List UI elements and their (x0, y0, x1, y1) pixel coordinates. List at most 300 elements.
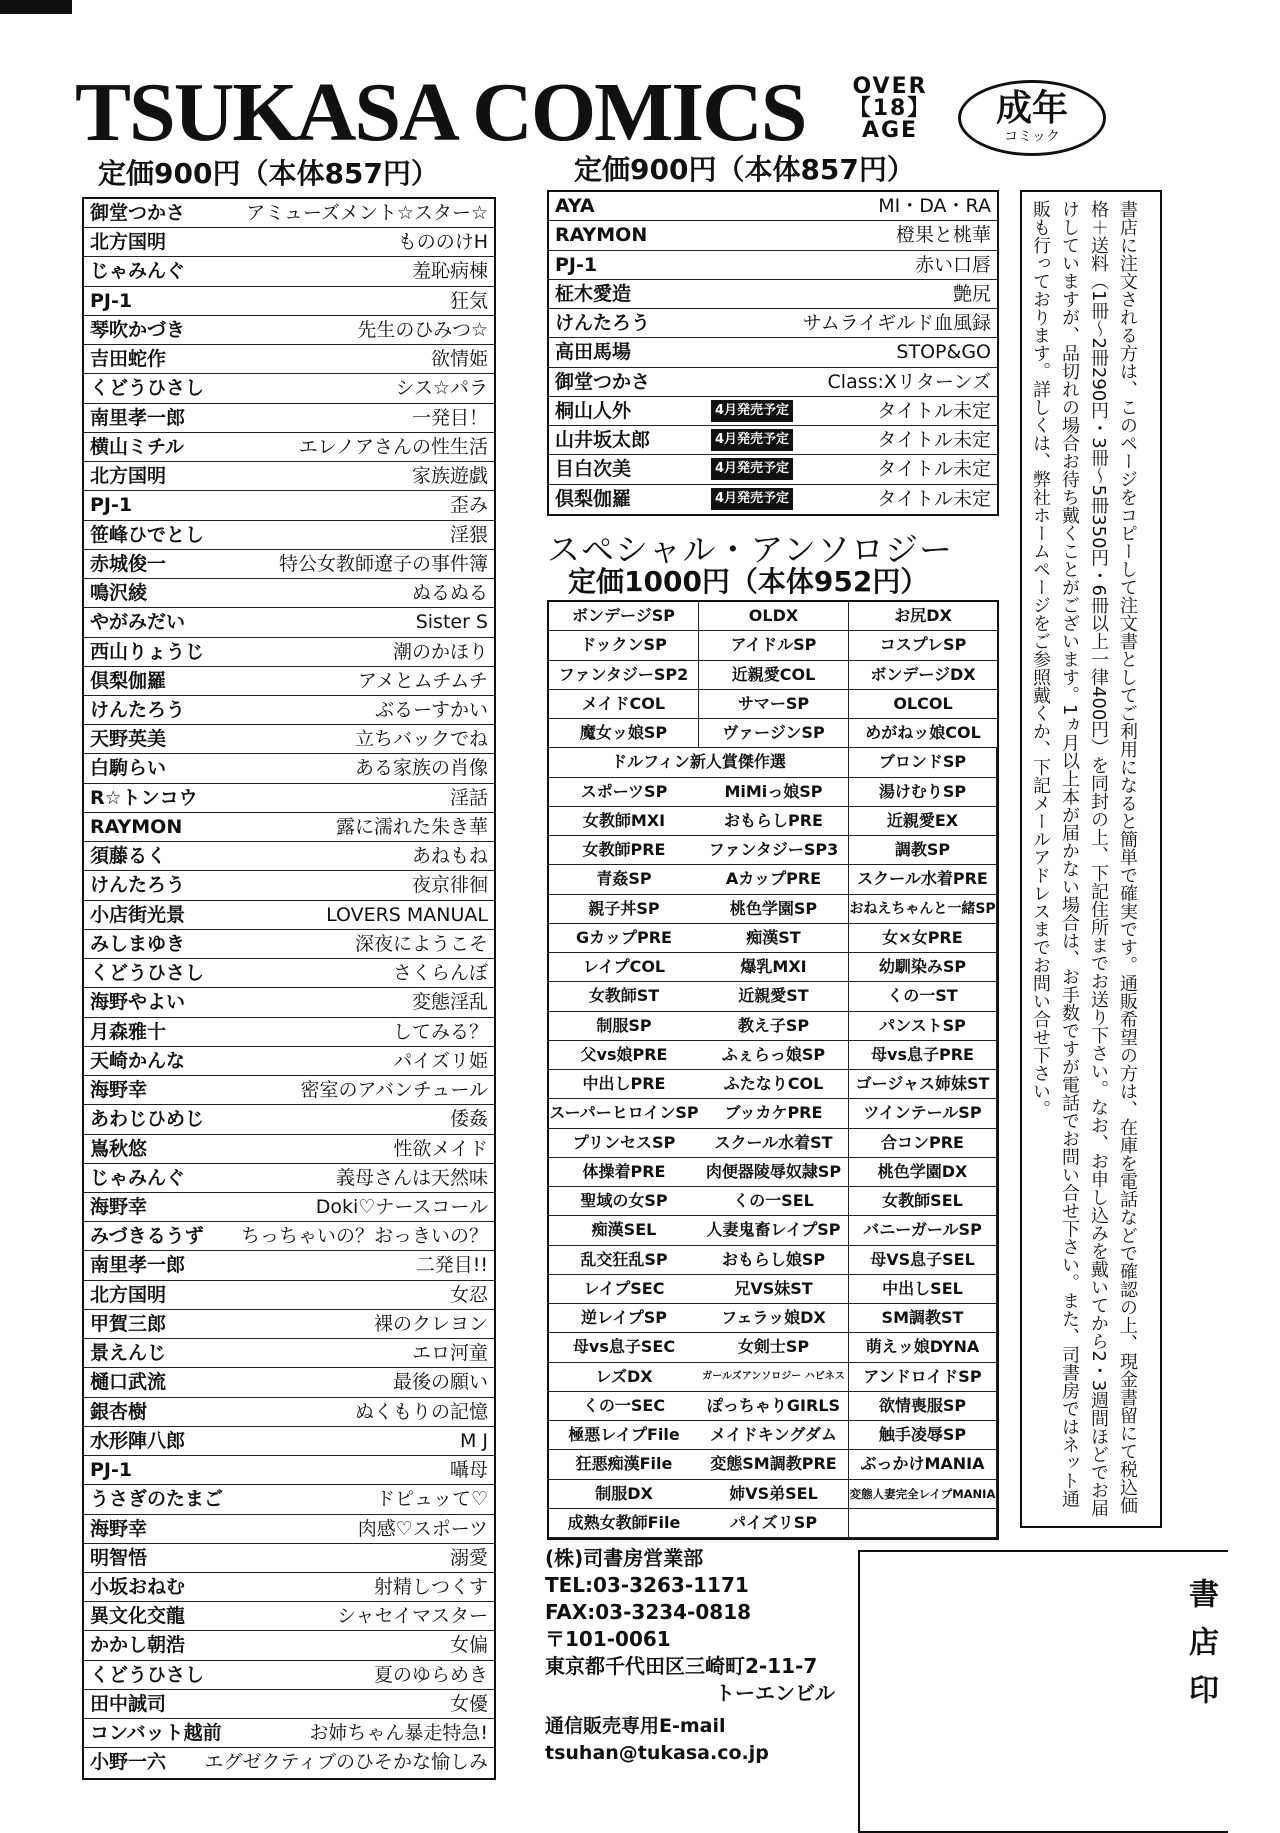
title-row (84, 287, 494, 316)
title-row (549, 309, 997, 338)
anthology-cell: 乱交狂乱SP (549, 1246, 699, 1275)
author-name: みしまゆき (90, 932, 186, 955)
title-row (84, 1047, 494, 1076)
title-row (84, 316, 494, 345)
book-title: あねもね (411, 845, 488, 868)
anthology-grid (547, 600, 999, 1540)
anthology-cell: GカップPRE (549, 924, 699, 953)
book-title: 羞恥病棟 (411, 260, 488, 283)
title-row (549, 426, 997, 455)
anthology-cell: くの一SEL (699, 1187, 849, 1216)
anthology-cell: 中出しSEL (849, 1275, 997, 1304)
anthology-cell: 聖域の女SP (549, 1187, 699, 1216)
anthology-cell: お尻DX (849, 602, 997, 631)
book-title: タイトル未定 (877, 487, 991, 510)
anthology-cell: おねえちゃんと一緒SP (849, 895, 997, 924)
title-row (84, 608, 494, 637)
anthology-cell (849, 1509, 997, 1538)
book-title: 最後の願い (392, 1371, 488, 1394)
age-number: 【18】 (848, 96, 932, 121)
anthology-cell: レイプCOL (549, 953, 699, 982)
title-row (84, 842, 494, 871)
anthology-cell: 調教SP (849, 836, 997, 865)
book-title: MI・DA・RA (878, 195, 991, 217)
book-title: Doki♡ナースコール (315, 1195, 488, 1218)
anthology-cell: 近親愛EX (849, 807, 997, 836)
book-title: アミューズメント☆スター☆ (246, 202, 488, 224)
street-address: 東京都千代田区三崎町2-11-7 (545, 1654, 818, 1678)
title-row (84, 433, 494, 462)
ordering-note-text: 書店に注文される方は、このページをコピーして注文書としてご利用になると簡単で確実です。通販希望の方は、在庫を電話などで確認の上、現金書留にて税込価格＋送料（1冊〜2冊290円・3冊〜5冊350円・6冊以上一律400円）を同封の上、下記住所までお送り下さい。なお、お申し込みを戴いてから2・3週間ほどでお届けしていますが、品切れの場合お待ち戴くことがございます。1ヵ月以上本が届かない場合は、お手数ですが電話でお問い合せ下さい。また、司書房ではネット通販も行っております。詳しくは、弊社ホームページをご参照戴くか、下記メールアドレスまでお問い合せ下さい。 (1030, 200, 1138, 1518)
author-name: 南里孝一郎 (90, 406, 186, 429)
anthology-cell: 女剣士SP (699, 1333, 849, 1362)
anthology-cell: OLCOL (849, 690, 997, 719)
title-row (84, 1602, 494, 1631)
left-price: 定価900円（本体857円） (98, 157, 439, 190)
book-title: もののけH (397, 231, 488, 254)
author-name: 白駒らい (90, 757, 167, 780)
anthology-cell: サマーSP (699, 690, 849, 719)
title-row (84, 1515, 494, 1544)
title-row (84, 1164, 494, 1193)
mid-price: 定価900円（本体857円） (574, 153, 915, 186)
postal-code: 〒101-0061 (545, 1627, 671, 1651)
book-title: シャセイマスター (336, 1605, 488, 1628)
age-text: AGE (861, 118, 919, 143)
author-name: 樋口武流 (90, 1371, 167, 1394)
book-title: パイズリ姫 (393, 1049, 488, 1072)
anthology-cell: ブロンドSP (849, 748, 997, 777)
title-row (84, 871, 494, 900)
anthology-cell: ゴージャス姉妹ST (849, 1070, 997, 1099)
book-title: エロ河童 (411, 1342, 488, 1365)
anthology-cell: ファンタジーSP3 (699, 836, 849, 865)
book-title: 欲情姫 (430, 348, 488, 371)
author-name: けんたろう (90, 874, 186, 897)
bookstore-stamp-box (858, 1550, 1228, 1833)
title-row (84, 1193, 494, 1222)
anthology-cell: ドックンSP (549, 631, 699, 660)
book-title: Sister S (415, 611, 488, 634)
title-row (84, 930, 494, 959)
author-name: 高田馬場 (555, 341, 632, 364)
title-row (84, 1339, 494, 1368)
mail-label: 通信販売専用E-mail (545, 1715, 726, 1737)
book-title: 女忍 (449, 1283, 488, 1306)
anthology-cell: ファンタジーSP2 (549, 661, 699, 690)
anthology-cell: プリンセスSP (549, 1129, 699, 1158)
anthology-cell: ドルフィン新人賞傑作選 (549, 748, 849, 777)
title-row (549, 368, 997, 397)
anthology-cell: 萌えッ娘DYNA (849, 1333, 997, 1362)
author-name: 明智悟 (90, 1546, 148, 1569)
book-title: エレノアさんの性生活 (298, 435, 488, 458)
anthology-cell: 女教師PRE (549, 836, 699, 865)
author-name: RAYMON (555, 224, 648, 247)
book-title: 艶尻 (952, 282, 991, 305)
anthology-cell: AカップPRE (699, 865, 849, 894)
book-title: 義母さんは天然味 (335, 1166, 488, 1189)
book-title: 橙果と桃華 (895, 224, 991, 247)
author-name: 御堂つかさ (90, 202, 186, 224)
book-title: 囁母 (449, 1459, 488, 1482)
anthology-cell: ヴァージンSP (699, 719, 849, 748)
title-row (84, 228, 494, 257)
anthology-cell: 体操着PRE (549, 1158, 699, 1187)
title-row (84, 1485, 494, 1514)
author-name: 北方国明 (90, 231, 167, 254)
title-row (84, 1573, 494, 1602)
title-row (84, 345, 494, 374)
book-title: シス☆パラ (395, 377, 488, 400)
anthology-cell: スクール水着ST (699, 1129, 849, 1158)
title-row (84, 1105, 494, 1134)
author-name: 御堂つかさ (555, 370, 651, 393)
anthology-cell: 狂悪痴漢File (549, 1450, 699, 1479)
author-name: くどうひさし (90, 1663, 205, 1686)
title-row (84, 725, 494, 754)
anthology-cell: メイドCOL (549, 690, 699, 719)
author-name: 小野一六 (90, 1751, 167, 1774)
author-name: 海野幸 (90, 1079, 148, 1102)
title-row (84, 1281, 494, 1310)
release-badge: 4月発売予定 (711, 400, 793, 422)
title-row (84, 1135, 494, 1164)
anthology-cell: パイズリSP (699, 1509, 849, 1538)
title-row (549, 221, 997, 250)
anthology-cell: 逆レイプSP (549, 1304, 699, 1333)
book-title: タイトル未定 (877, 458, 991, 481)
anthology-cell: スーパーヒロインSP (549, 1099, 699, 1128)
anthology-cell: 痴漢SEL (549, 1216, 699, 1245)
anthology-cell: くの一SEC (549, 1392, 699, 1421)
author-name: うさぎのたまご (90, 1488, 224, 1511)
anthology-cell: 痴漢ST (699, 924, 849, 953)
book-title: LOVERS MANUAL (326, 903, 488, 926)
anthology-cell: レズDX (549, 1363, 699, 1392)
anthology-cell: 教え子SP (699, 1012, 849, 1041)
title-row (84, 1631, 494, 1660)
book-title: 特公女教師遼子の事件簿 (278, 552, 488, 575)
author-name: やがみだい (90, 611, 186, 634)
anthology-price: 定価1000円（本体952円） (568, 565, 929, 598)
book-title: ある家族の肖像 (354, 757, 488, 780)
anthology-cell: ふぇらっ娘SP (699, 1041, 849, 1070)
anthology-cell: 魔女ッ娘SP (549, 719, 699, 748)
author-name: 水形陣八郎 (90, 1429, 186, 1452)
author-name: 桐山人外 (555, 399, 632, 422)
anthology-cell: 女教師ST (549, 982, 699, 1011)
fax-number: FAX:03-3234-0818 (545, 1600, 752, 1624)
title-row (84, 1690, 494, 1719)
author-name: じゃみんぐ (90, 260, 186, 283)
author-name: 笹峰ひでとし (90, 523, 205, 546)
title-row (84, 696, 494, 725)
author-name: 海野やよい (90, 991, 186, 1014)
author-name: RAYMON (90, 815, 183, 838)
anthology-cell: 女×女PRE (849, 924, 997, 953)
book-title: 裸のクレヨン (373, 1312, 488, 1335)
release-badge: 4月発売予定 (711, 429, 793, 451)
book-title: 夜京徘徊 (411, 874, 488, 897)
anthology-cell: 近親愛COL (699, 661, 849, 690)
anthology-cell: ボンデージDX (849, 661, 997, 690)
author-name: 海野幸 (90, 1195, 148, 1218)
anthology-cell: 母VS息子SEL (849, 1246, 997, 1275)
title-row (84, 1719, 494, 1748)
book-title: ぬくもりの記憶 (354, 1400, 488, 1423)
author-name: 倶梨伽羅 (90, 669, 167, 692)
anthology-cell: 幼馴染みSP (849, 953, 997, 982)
anthology-cell: ツインテールSP (849, 1099, 997, 1128)
book-title: ドピュッて♡ (375, 1488, 488, 1511)
anthology-cell: ブッカケPRE (699, 1099, 849, 1128)
title-row (549, 338, 997, 367)
contact-block (545, 1545, 835, 1767)
author-name: PJ-1 (90, 494, 133, 517)
anthology-cell: ガールズアンソロジー ハピネス (699, 1363, 849, 1392)
title-row (549, 192, 997, 221)
book-title: さくらんぼ (392, 962, 488, 985)
title-row (84, 959, 494, 988)
anthology-cell: 青姦SP (549, 865, 699, 894)
book-title: タイトル未定 (877, 429, 991, 452)
title-row (84, 1544, 494, 1573)
author-name: PJ-1 (90, 1459, 133, 1482)
title-row (84, 901, 494, 930)
anthology-cell: 極悪レイプFile (549, 1421, 699, 1450)
title-row (84, 257, 494, 286)
author-name: 西山りょうじ (90, 640, 205, 663)
anthology-cell: 人妻鬼畜レイプSP (699, 1216, 849, 1245)
title-row (84, 813, 494, 842)
anthology-cell: ボンデージSP (549, 602, 699, 631)
anthology-cell: アンドロイドSP (849, 1363, 997, 1392)
author-name: コンバット越前 (90, 1722, 222, 1745)
author-name: 柾木愛造 (555, 282, 632, 305)
author-name: じゃみんぐ (90, 1166, 186, 1189)
book-title: エグゼクティブのひそかな愉しみ (204, 1751, 488, 1774)
title-row (84, 1018, 494, 1047)
author-name: AYA (555, 195, 595, 217)
anthology-cell: 近親愛ST (699, 982, 849, 1011)
title-row (549, 280, 997, 309)
ordering-note-box (1020, 190, 1162, 1528)
adult-comic-badge (958, 80, 1106, 156)
top-edge-bar (0, 0, 72, 14)
company-name: (株)司書房営業部 (545, 1546, 704, 1570)
author-name: みづきるうず (90, 1225, 204, 1248)
book-title: 家族遊戯 (411, 465, 488, 488)
book-title: Class:Xリターンズ (827, 370, 991, 393)
author-name: 天野英美 (90, 728, 167, 751)
anthology-cell: 変態SM調教PRE (699, 1450, 849, 1479)
book-title: 淫猥 (449, 523, 488, 546)
author-name: 吉田蛇作 (90, 348, 167, 371)
title-row (84, 1222, 494, 1251)
book-title: 赤い口唇 (914, 253, 991, 276)
author-name: 小店街光景 (90, 903, 186, 926)
anthology-cell: 成熟女教師File (549, 1509, 699, 1538)
release-badge: 4月発売予定 (711, 488, 793, 510)
author-name: 嶌秋悠 (90, 1137, 148, 1160)
anthology-cell: 爆乳MXI (699, 953, 849, 982)
book-title: 倭姦 (449, 1108, 488, 1131)
title-row (84, 1251, 494, 1280)
author-name: 鳴沢綾 (90, 582, 148, 605)
left-title-list (82, 197, 496, 1780)
author-name: 小坂おねむ (90, 1576, 186, 1599)
book-title: 淫話 (449, 786, 488, 809)
anthology-cell: スポーツSP (549, 778, 699, 807)
author-name: 異文化交龍 (90, 1605, 186, 1628)
anthology-cell: 欲情喪服SP (849, 1392, 997, 1421)
book-title: 歪み (449, 494, 488, 517)
book-title: 変態淫乱 (411, 991, 488, 1014)
book-title: ぬるぬる (411, 582, 488, 605)
book-title: 露に濡れた朱き華 (335, 815, 488, 838)
title-row (84, 1456, 494, 1485)
title-row (549, 485, 997, 514)
anthology-cell: MiMiっ娘SP (699, 778, 849, 807)
anthology-cell: 親子丼SP (549, 895, 699, 924)
title-row (84, 1398, 494, 1427)
anthology-cell: ぽっちゃりGIRLS (699, 1392, 849, 1421)
book-title: 密室のアバンチュール (300, 1079, 488, 1102)
author-name: 須藤るく (90, 845, 167, 868)
book-title: 溺愛 (449, 1546, 488, 1569)
anthology-cell: 兄VS妹ST (699, 1275, 849, 1304)
anthology-cell: 合コンPRE (849, 1129, 997, 1158)
anthology-cell: バニーガールSP (849, 1216, 997, 1245)
title-row (84, 521, 494, 550)
title-row (84, 988, 494, 1017)
anthology-cell: 桃色学園DX (849, 1158, 997, 1187)
author-name: 南里孝一郎 (90, 1254, 186, 1277)
author-name: 赤城俊一 (90, 552, 167, 575)
author-name: 海野幸 (90, 1517, 148, 1540)
book-title: 肉感♡スポーツ (357, 1517, 488, 1540)
book-title: 女優 (449, 1692, 488, 1715)
anthology-cell: OLDX (699, 602, 849, 631)
author-name: 甲賀三郎 (90, 1312, 167, 1335)
anthology-cell: 女教師MXI (549, 807, 699, 836)
anthology-cell: 母vs息子SEC (549, 1333, 699, 1362)
anthology-cell: めがねッ娘COL (849, 719, 997, 748)
title-row (84, 199, 494, 228)
anthology-cell: スクール水着PRE (849, 865, 997, 894)
title-row (84, 462, 494, 491)
author-name: 北方国明 (90, 1283, 167, 1306)
book-title: 深夜にようこそ (354, 932, 488, 955)
anthology-cell: 触手凌辱SP (849, 1421, 997, 1450)
author-name: けんたろう (555, 312, 651, 335)
book-title: お姉ちゃん暴走特急! (309, 1722, 488, 1745)
title-row (84, 1368, 494, 1397)
book-title: ちっちゃいの？おっきいの？ (240, 1225, 488, 1248)
title-row (549, 251, 997, 280)
phone-number: TEL:03-3263-1171 (545, 1573, 749, 1597)
title-row (84, 1748, 494, 1777)
author-name: 目白次美 (555, 458, 632, 481)
book-title: STOP&GO (896, 341, 991, 364)
title-row (549, 455, 997, 484)
author-name: 北方国明 (90, 465, 167, 488)
anthology-cell: 変態人妻完全レイプMANIA (849, 1480, 997, 1509)
author-name: 倶梨伽羅 (555, 487, 632, 510)
anthology-cell: アイドルSP (699, 631, 849, 660)
author-name: けんたろう (90, 698, 186, 721)
comic-label: コミック (1004, 129, 1060, 145)
anthology-cell: 桃色学園SP (699, 895, 849, 924)
anthology-cell: 肉便器陵辱奴隷SP (699, 1158, 849, 1187)
release-badge: 4月発売予定 (711, 458, 793, 480)
anthology-cell: ぶっかけMANIA (849, 1450, 997, 1479)
author-name: 月森雅十 (90, 1020, 167, 1043)
book-title: ぶるーすかい (374, 698, 488, 721)
special-anthology-heading: スペシャル・アンソロジー (547, 530, 954, 569)
author-name: 銀杏樹 (90, 1400, 148, 1423)
anthology-cell: おもらしPRE (699, 807, 849, 836)
title-row (84, 1076, 494, 1105)
title-row (84, 1310, 494, 1339)
anthology-cell: 中出しPRE (549, 1070, 699, 1099)
book-title: 射精しつくす (373, 1576, 488, 1599)
title-row (84, 491, 494, 520)
author-name: あわじひめじ (90, 1108, 205, 1131)
anthology-cell: レイプSEC (549, 1275, 699, 1304)
anthology-cell: ふたなりCOL (699, 1070, 849, 1099)
author-name: くどうひさし (90, 377, 205, 400)
anthology-cell: 制服DX (549, 1480, 699, 1509)
anthology-cell: パンストSP (849, 1012, 997, 1041)
anthology-cell: 父vs娘PRE (549, 1041, 699, 1070)
book-title: 性欲メイド (393, 1137, 488, 1160)
anthology-cell: 制服SP (549, 1012, 699, 1041)
building-name: トーエンビル (715, 1681, 835, 1705)
email-address: tsuhan@tukasa.co.jp (545, 1742, 769, 1764)
over-text: OVER (852, 74, 928, 99)
book-title: M J (459, 1429, 488, 1452)
book-title: タイトル未定 (877, 399, 991, 422)
title-row (84, 784, 494, 813)
anthology-cell: 女教師SEL (849, 1187, 997, 1216)
bookstore-stamp-label: 書店印 (1183, 1578, 1218, 1722)
title-row (84, 754, 494, 783)
book-title: 狂気 (449, 289, 488, 312)
over-18-mark (835, 76, 945, 142)
anthology-cell: SM調教ST (849, 1304, 997, 1333)
author-name: 横山ミチル (90, 435, 185, 458)
seinen-label: 成年 (995, 88, 1068, 129)
title-row (549, 397, 997, 426)
book-title: サムライギルド血風録 (802, 312, 991, 335)
book-title: してみる？ (392, 1020, 488, 1043)
title-row (84, 1427, 494, 1456)
author-name: かかし朝浩 (90, 1634, 186, 1657)
book-title: 一発目！ (411, 406, 488, 429)
anthology-cell: 湯けむりSP (849, 778, 997, 807)
title-row (84, 1661, 494, 1690)
author-name: PJ-1 (90, 289, 133, 312)
author-name: くどうひさし (90, 962, 205, 985)
title-row (84, 579, 494, 608)
book-title: 立ちバックでね (354, 728, 488, 751)
book-title: 夏のゆらめき (373, 1663, 488, 1686)
anthology-cell: 姉VS弟SEL (699, 1480, 849, 1509)
author-name: PJ-1 (555, 253, 598, 276)
title-row (84, 638, 494, 667)
